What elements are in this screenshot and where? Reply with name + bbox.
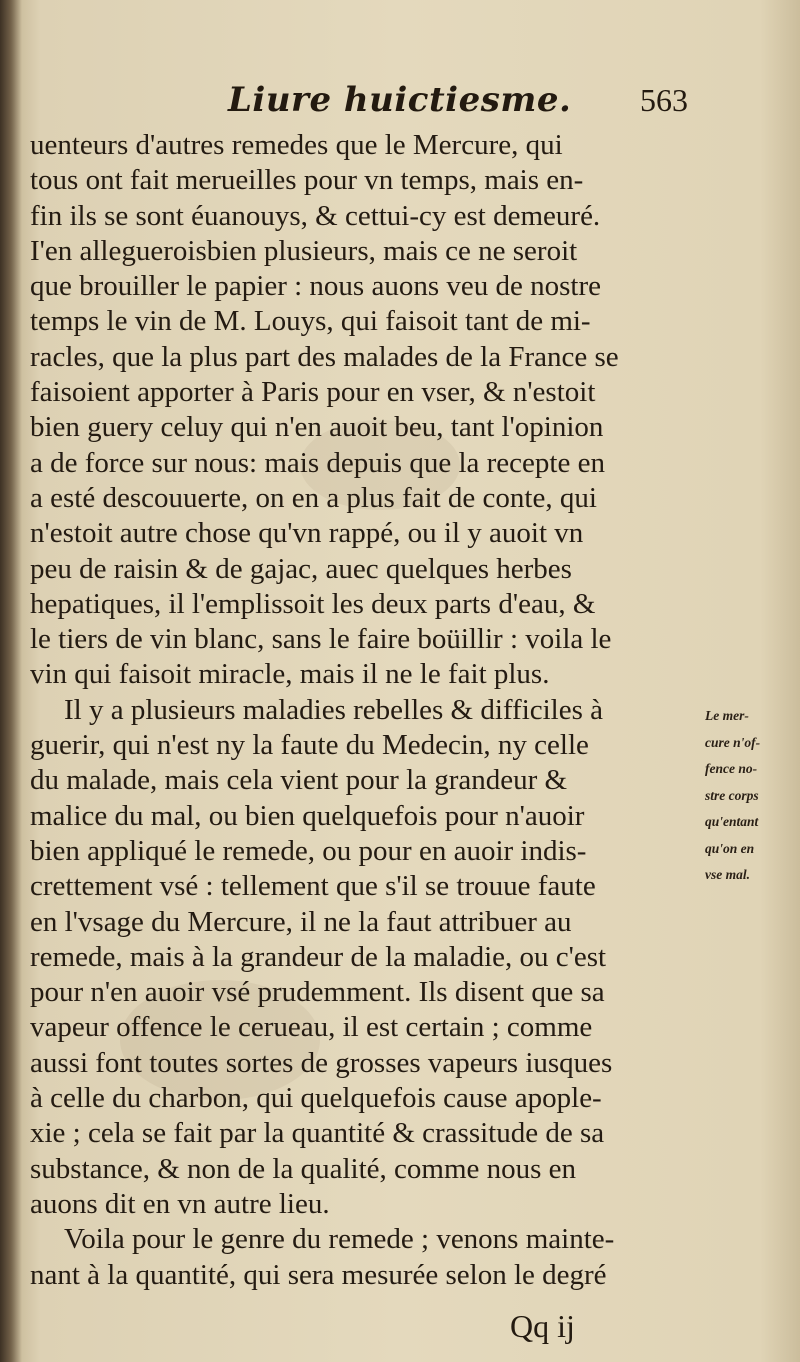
text-line: pour n'en auoir vsé prudemment. Ils disent que sa (30, 976, 605, 1009)
margin-note-line: stre corps (705, 787, 759, 803)
paragraph-start-line: Il y a plusieurs maladies rebelles & difficiles à (64, 693, 604, 726)
text-line: peu de raisin & de gajac, auec quelques herbes (30, 552, 572, 585)
text-line: que brouiller le papier : nous auons veu de nostre (30, 270, 601, 303)
text-line: à celle du charbon, qui quelquefois cause apople- (30, 1082, 602, 1115)
text-line: uenteurs d'autres remedes que le Mercure, qui (30, 129, 563, 161)
text-line: vapeur offence le cerueau, il est certain ; comme (30, 1011, 593, 1044)
text-line: bien appliqué le remede, ou pour en auoir indis- (30, 834, 587, 867)
text-line: xie ; cela se fait par la quantité & crassitude de sa (30, 1117, 605, 1150)
text-line: hepatiques, il l'emplissoit les deux parts d'eau, & (30, 587, 596, 620)
page-header (0, 74, 800, 124)
text-line: malice du mal, ou bien quelquefois pour n'auoir (30, 799, 585, 832)
text-line: guerir, qui n'est ny la faute du Medecin, ny celle (30, 729, 589, 762)
text-line: aussi font toutes sortes de grosses vapeurs iusques (30, 1046, 613, 1079)
book-spine-shadow (0, 0, 22, 1362)
running-title: Liure huictiesme. (228, 80, 572, 120)
margin-note-line: cure n'of- (705, 734, 761, 750)
margin-note-line: qu'on en (705, 840, 755, 856)
margin-note-line: Le mer- (705, 708, 749, 723)
text-line: substance, & non de la qualité, comme nous en (30, 1152, 577, 1185)
text-line: vin qui faisoit miracle, mais il ne le fait plus. (30, 658, 550, 691)
text-line: auons dit en vn autre lieu. (30, 1187, 330, 1220)
margin-note-line: fence no- (705, 761, 758, 776)
text-line: remede, mais à la grandeur de la maladie, ou c'est (30, 940, 607, 973)
text-line: bien guery celuy qui n'en auoit beu, tant l'opinion (30, 411, 604, 444)
margin-note-line: qu'entant (705, 814, 759, 829)
margin-note-line: vse mal. (705, 867, 750, 882)
text-line: I'en allegueroisbien plusieurs, mais ce ne seroit (30, 234, 578, 267)
body-text (30, 128, 710, 1293)
text-line: du malade, mais cela vient pour la grandeur & (30, 764, 568, 797)
text-line: racles, que la plus part des malades de la France se (30, 340, 619, 373)
signature-mark: Qq ij (510, 1308, 575, 1344)
text-line: le tiers de vin blanc, sans le faire boüillir : voila le (30, 623, 612, 656)
text-line: temps le vin de M. Louys, qui faisoit tant de mi- (30, 305, 591, 338)
text-line: nant à la quantité, qui sera mesurée selon le degré (30, 1258, 607, 1291)
text-line: a de force sur nous: mais depuis que la recepte en (30, 446, 605, 479)
text-line: tous ont fait merueilles pour vn temps, mais en- (30, 164, 584, 197)
text-line: a esté descouuerte, on en a plus fait de conte, qui (30, 481, 597, 514)
margin-note (705, 703, 797, 889)
paragraph-start-line: Voila pour le genre du remede ; venons mainte- (64, 1223, 615, 1256)
text-line: faisoient apporter à Paris pour en vser, & n'estoit (30, 376, 596, 409)
text-line: crettement vsé : tellement que s'il se trouue faute (30, 870, 596, 903)
text-line: fin ils se sont éuanouys, & cettui-cy est demeuré. (30, 199, 601, 232)
text-line: en l'vsage du Mercure, il ne la faut attribuer au (30, 905, 572, 938)
text-line: n'estoit autre chose qu'vn rappé, ou il y auoit vn (30, 517, 584, 550)
page-number: 563 (640, 82, 688, 118)
